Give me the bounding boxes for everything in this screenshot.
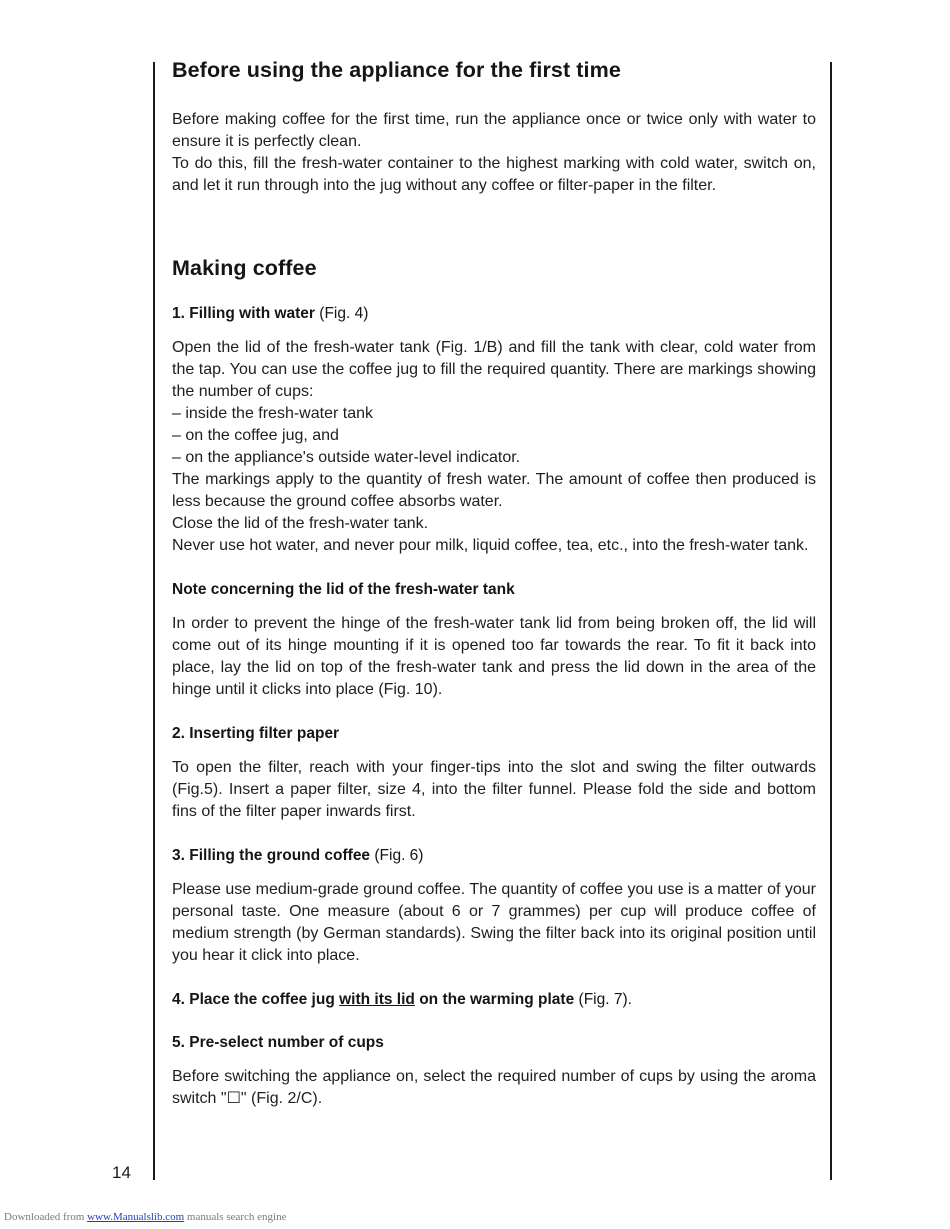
left-margin-rule — [153, 62, 155, 1180]
first-use-paragraph-1: Before making coffee for the first time, run the appliance once or twice only with water to ensure it is perfectly clean. — [172, 111, 816, 150]
step-2-text: To open the filter, reach with your finger-tips into the slot and swing the filter outwards (Fig.5). Insert a paper filter, size 4, into the filter funnel. Please fold the side and bottom fins of the filter paper inwards first. — [172, 759, 816, 820]
step-1-markings-note: The markings apply to the quantity of fresh water. The amount of coffee then produced is less because the ground coffee absorbs water. — [172, 471, 816, 510]
step-4-heading-end: on the warming plate — [414, 991, 575, 1008]
footer-link[interactable]: www.Manualslib.com — [87, 1211, 185, 1223]
step-4-heading-start: 4. Place the coffee jug — [172, 991, 340, 1008]
lid-note-heading: Note concerning the lid of the fresh-water tank — [172, 581, 515, 598]
download-footer — [4, 1211, 286, 1223]
footer-prefix: Downloaded from — [4, 1211, 88, 1223]
footer-suffix: manuals search engine — [184, 1211, 287, 1223]
step-1-close-lid: Close the lid of the fresh-water tank. — [172, 515, 429, 532]
step-5-heading: 5. Pre-select number of cups — [172, 1034, 384, 1051]
step-5-text: Before switching the appliance on, select the required number of cups by using the aroma switch "☐" (Fig. 2/C). — [172, 1068, 816, 1107]
step-4-heading — [172, 989, 816, 1011]
step-3-heading-text: 3. Filling the ground coffee — [172, 847, 371, 864]
right-margin-rule — [830, 62, 832, 1180]
step-1-fig-ref: (Fig. 4) — [319, 305, 369, 322]
step-1-list-item: – inside the fresh-water tank — [172, 405, 373, 422]
step-1-warning: Never use hot water, and never pour milk, liquid coffee, tea, etc., into the fresh-water tank. — [172, 537, 809, 554]
step-3-fig-ref: (Fig. 6) — [374, 847, 424, 864]
page-content — [172, 58, 816, 1110]
step-2-heading: 2. Inserting filter paper — [172, 725, 340, 742]
section-title-making-coffee: Making coffee — [172, 256, 317, 280]
step-1-heading-text: 1. Filling with water — [172, 305, 315, 322]
step-3-heading — [172, 845, 816, 867]
step-4-fig-ref: (Fig. 7). — [578, 991, 632, 1008]
lid-note-text: In order to prevent the hinge of the fresh-water tank lid from being broken off, the lid will come out of its hinge mounting if it is opened too far towards the rear. To fit it back into place, lay the lid on top of the fresh-water tank and press the lid down in the area of the hinge until it clicks into place (Fig. 10). — [172, 615, 816, 698]
page-number: 14 — [112, 1163, 131, 1182]
step-3-text: Please use medium-grade ground coffee. The quantity of coffee you use is a matter of your personal taste. One measure (about 6 or 7 grammes) per cup will produce coffee of medium strength (by German standards). Swing the filter back into its original position until you hear it click into place. — [172, 881, 816, 964]
step-1-heading — [172, 303, 816, 325]
step-4-heading-underlined: with its lid — [339, 991, 415, 1008]
first-use-paragraph-2: To do this, fill the fresh-water container to the highest marking with cold water, switch on, and let it run through into the jug without any coffee or filter-paper in the filter. — [172, 155, 816, 194]
step-1-list-item: – on the coffee jug, and — [172, 427, 339, 444]
step-1-list-item: – on the appliance's outside water-level indicator. — [172, 449, 521, 466]
step-1-intro: Open the lid of the fresh-water tank (Fig. 1/B) and fill the tank with clear, cold water from the tap. You can use the coffee jug to fill the required quantity. There are markings showing the number of cups: — [172, 339, 816, 400]
section-title-first-use: Before using the appliance for the first time — [172, 58, 621, 82]
